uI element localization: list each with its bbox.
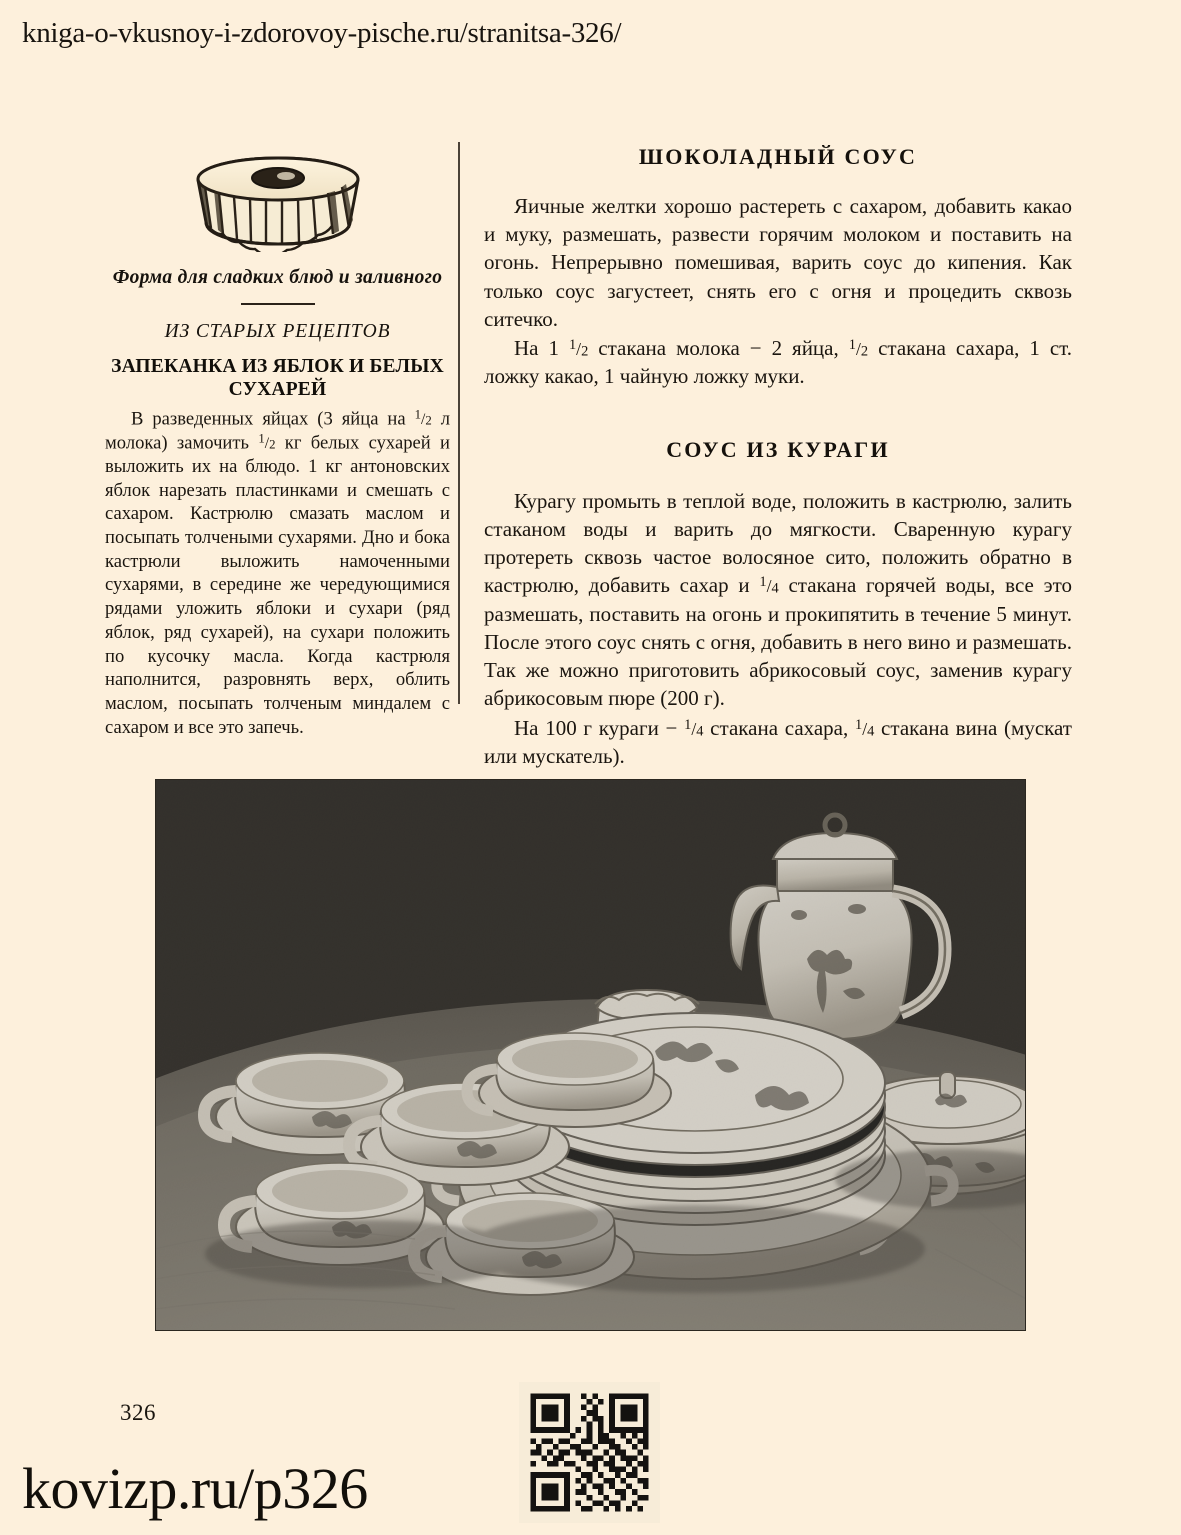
- fraction-denominator: 2: [581, 343, 589, 360]
- right-column: [484, 134, 1072, 770]
- fraction-numerator: 1: [854, 716, 863, 733]
- recipe-body-dried-apricot-sauce: [484, 487, 1072, 770]
- fraction-slash: /: [576, 339, 582, 360]
- yield-segment-3: стакана вина (мускат или мускатель).: [484, 715, 1072, 768]
- chocolate-sauce-yield: [484, 334, 1072, 390]
- source-url-banner: kniga-o-vkusnoy-i-zdorovoy-pische.ru/stranitsa-326/: [22, 17, 622, 49]
- page-content: [0, 130, 1181, 768]
- fluted-mold-illustration: [192, 148, 364, 252]
- porcelain-tea-service-photograph: [155, 779, 1026, 1331]
- recipe-body-apple-casserole: [105, 407, 450, 740]
- fraction-slash: /: [264, 435, 270, 453]
- page-number: 326: [120, 1400, 156, 1425]
- body-text-segment-1: В разведенных яйцах (3 яйца на: [131, 408, 415, 430]
- fraction-slash: /: [766, 576, 772, 597]
- qr-code[interactable]: [519, 1382, 660, 1523]
- body-text-segment-3: кг белых сухарей и выложить их на блюдо. 1 кг антоновских яблок нарезать пластинками и смешать с сахаром. Кастрюлю смазать маслом и посыпать толчеными сухарями. Дно и бока кастрюли выложить намоченными сухарями, в середине же чередующимися рядами уложить яблоки и сухари (ряд яблок, ряд сухарей), на сухари положить по кусочку масла. Когда кастрюля наполнится, разровнять верх, облить маслом, посыпать толченым миндалем с сахаром и все это запечь.: [105, 432, 450, 738]
- yield-segment-2: стакана молока − 2 яйца,: [588, 336, 849, 361]
- apricot-sauce-method: [484, 487, 1072, 713]
- fraction-numerator: 1: [414, 407, 421, 422]
- fraction-denominator: 2: [860, 343, 869, 360]
- fraction-slash: /: [421, 411, 426, 429]
- fraction-denominator: 2: [269, 437, 276, 452]
- yield-segment-1: На 1: [514, 336, 569, 361]
- caption-rule: [241, 303, 315, 305]
- recipe-body-chocolate-sauce: [484, 192, 1072, 391]
- recipe-title-apple-casserole: ЗАПЕКАНКА ИЗ ЯБЛОК И БЕЛЫХ СУХАРЕЙ: [111, 355, 444, 400]
- fraction-one-half-a: [414, 407, 432, 429]
- recipe-title-dried-apricot-sauce: СОУС ИЗ КУРАГИ: [666, 436, 890, 462]
- fraction-numerator: 1: [848, 337, 856, 354]
- fraction-denominator: 4: [867, 723, 875, 740]
- fraction-denominator: 2: [425, 413, 432, 428]
- yield-segment-3: стакана сахара, 1 ст. ложку какао, 1 чайную ложку муки.: [484, 336, 1072, 389]
- fraction-numerator: 1: [759, 574, 767, 591]
- fraction-numerator: 1: [258, 431, 265, 446]
- mold-figure: [105, 148, 450, 252]
- recipe-title-chocolate-sauce: ШОКОЛАДНЫЙ СОУС: [638, 144, 918, 169]
- apricot-method-segment-2: стакана горячей воды, все это размешать, поставить на огонь и прокипятить в течение 5 минут. После этого соус снять с огня, добавить в него вино и размешать. Так же можно приготовить абрикосовый соус, заменив курагу абрикосовым пюре (200 г).: [484, 573, 1073, 711]
- fraction-one-quarter-a: [759, 576, 778, 596]
- fraction-one-half-d: [849, 339, 868, 359]
- yield-segment-2: стакана сахара,: [703, 715, 855, 740]
- figure-caption: Форма для сладких блюд и заливного: [112, 267, 443, 288]
- chocolate-sauce-method-text: Яичные желтки хорошо растереть с сахаром, добавить какао и муку, размешать, развести горячим молоком и поставить на огонь. Непрерывно помешивая, варить соус до кипения. Как только соус загустеет, снять его с огня и процедить сквозь ситечко.: [484, 194, 1072, 331]
- apricot-sauce-yield: [484, 714, 1072, 770]
- left-column: [105, 140, 450, 739]
- short-url-footer: kovizp.ru/p326: [22, 1456, 368, 1521]
- body-text-segment-2: л молока) замочить: [105, 408, 450, 454]
- apricot-method-segment-1: Курагу промыть в теплой воде, положить в кастрюлю, залить стаканом воды и варить до мягкости. Сваренную курагу протереть сквозь частое волосяное сито, положить обратно в кастрюлю, добавить сахар и: [484, 488, 1072, 598]
- fraction-one-quarter-c: [854, 716, 875, 740]
- yield-segment-1: На 100 г кураги −: [514, 715, 685, 740]
- fraction-numerator: 1: [684, 716, 692, 733]
- chocolate-sauce-method: [484, 192, 1072, 333]
- fraction-one-half-c: [569, 339, 588, 359]
- photo-illustration: [155, 779, 1026, 1331]
- fraction-slash: /: [855, 339, 861, 360]
- fraction-slash: /: [862, 718, 868, 739]
- fraction-denominator: 4: [696, 723, 704, 740]
- fraction-one-half-b: [258, 431, 276, 453]
- section-kicker: ИЗ СТАРЫХ РЕЦЕПТОВ: [164, 320, 391, 342]
- fraction-numerator: 1: [568, 337, 577, 354]
- qr-code-image[interactable]: [519, 1382, 660, 1523]
- column-divider: [458, 142, 460, 704]
- fraction-one-quarter-b: [684, 716, 704, 740]
- fraction-denominator: 4: [771, 581, 779, 598]
- fraction-slash: /: [691, 718, 697, 739]
